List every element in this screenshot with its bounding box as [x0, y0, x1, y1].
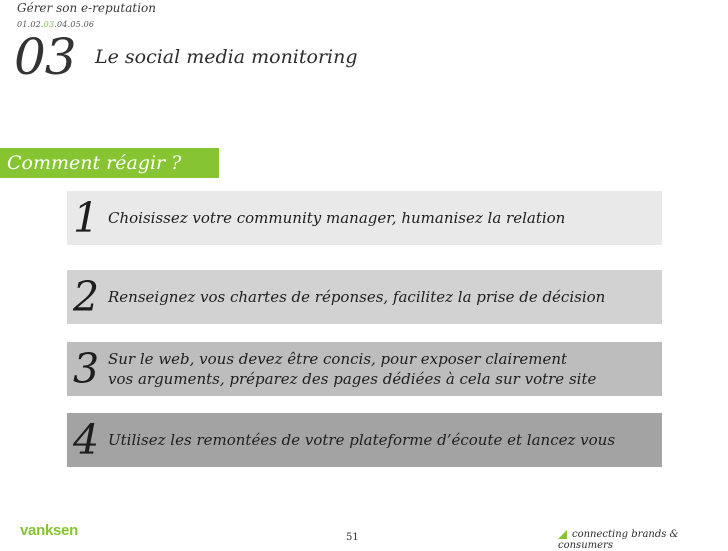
question-banner: Comment réagir ? — [0, 148, 219, 178]
chapters-before: 01.02. — [17, 20, 44, 29]
step-line: Renseignez vos chartes de réponses, facilitez la prise de décision — [108, 288, 606, 306]
step-2 — [67, 270, 662, 324]
section-title: Le social media monitoring — [95, 46, 358, 68]
step-line: vos arguments, préparez des pages dédiées à cela sur votre site — [108, 370, 597, 388]
step-text — [108, 270, 605, 324]
presentation-title: Gérer son e-reputation — [17, 1, 156, 15]
step-number: 2 — [73, 273, 100, 321]
step-text — [108, 342, 596, 396]
triangle-icon — [558, 530, 567, 539]
step-3 — [67, 342, 662, 396]
step-4 — [67, 413, 662, 467]
page-number: 51 — [346, 532, 359, 543]
step-line: Utilisez les remontées de votre plateforme d’écoute et lancez vous — [108, 431, 616, 449]
tagline — [558, 529, 728, 551]
vanksen-logo: vanksen — [20, 522, 78, 539]
chapters-after: .04.05.06 — [54, 20, 95, 29]
section-number: 03 — [14, 28, 76, 86]
tagline-text: connecting brands & consumers — [558, 529, 679, 551]
step-1 — [67, 191, 662, 245]
chapter-active: 03 — [43, 20, 55, 29]
step-text — [108, 191, 565, 245]
step-line: Sur le web, vous devez être concis, pour exposer clairement — [108, 350, 568, 368]
step-number: 1 — [73, 194, 100, 242]
step-text — [108, 413, 615, 467]
step-line: Choisissez votre community manager, humanisez la relation — [108, 209, 566, 227]
step-number: 4 — [73, 416, 100, 464]
step-number: 3 — [73, 345, 100, 393]
